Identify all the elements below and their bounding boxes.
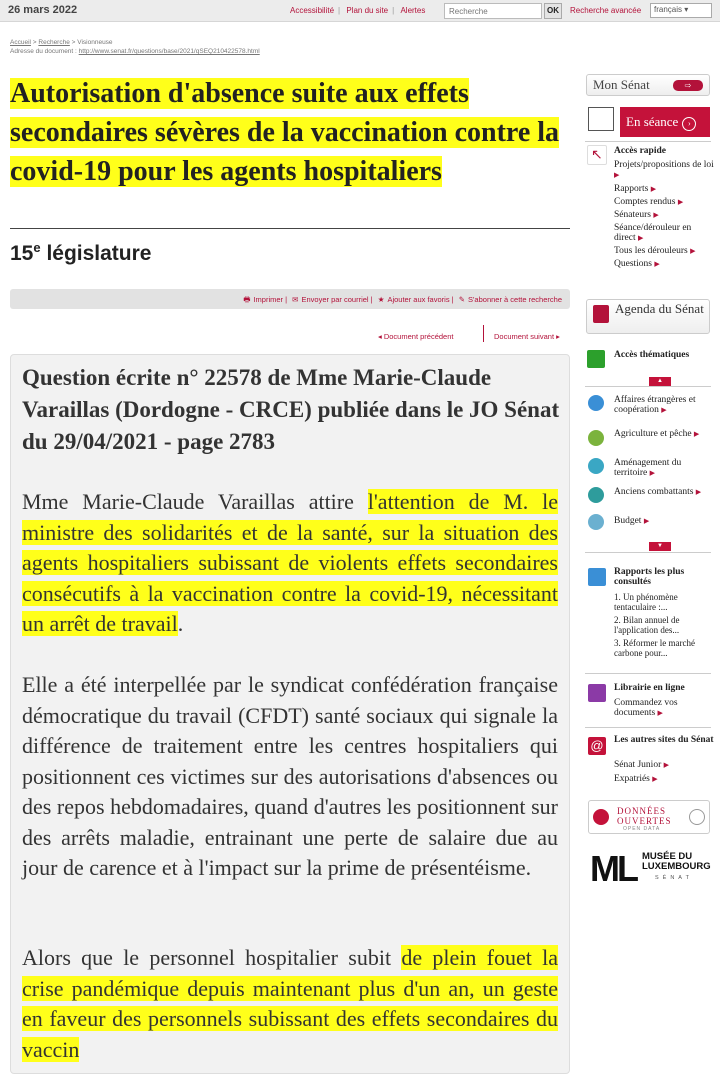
autres-sites-title: Les autres sites du Sénat <box>614 735 714 745</box>
sidebar-divider <box>585 673 711 674</box>
title-divider <box>10 228 570 229</box>
librairie-link[interactable]: Commandez vos documents ▶ <box>614 698 678 718</box>
document-address-label: Adresse du document : <box>10 48 77 55</box>
advanced-search-link[interactable]: Recherche avancée <box>570 6 642 15</box>
subscribe-icon: ✎ <box>458 295 465 304</box>
en-seance-button[interactable] <box>620 107 710 137</box>
triangle-icon: ▶ <box>643 517 650 525</box>
chevron-down-icon: ▾ <box>684 5 689 14</box>
rapport-item-3[interactable]: 3. Réformer le marché carbone pour... <box>614 638 695 658</box>
mon-senat-button[interactable] <box>586 74 710 96</box>
cursor-icon: ↖ <box>587 145 607 165</box>
top-bar <box>0 0 720 22</box>
document-address-link[interactable]: http://www.senat.fr/questions/base/2021/qSEQ210422578.html <box>78 48 260 55</box>
triangle-icon: ▶ <box>638 234 644 242</box>
rapports-list <box>614 592 712 668</box>
question-heading: Question écrite n° 22578 de Mme Marie-Claude Varaillas (Dordogne - CRCE) publiée dans le JO Sénat du 29/04/2021 - page 2783 <box>22 365 560 454</box>
top-links: Accessibilité | Plan du site | Alertes <box>290 6 426 15</box>
rapports-title: Rapports les plus consultés <box>614 567 685 587</box>
sitemap-link[interactable]: Plan du site <box>346 6 389 15</box>
book-icon <box>593 305 609 323</box>
breadcrumb-current: Visionneuse <box>77 39 113 46</box>
screen-icon <box>588 107 614 131</box>
legislature-number: 15 <box>10 242 34 265</box>
legislature <box>10 240 151 266</box>
sidebar-divider <box>585 141 711 142</box>
sidebar-divider <box>585 552 711 553</box>
theme-anciens-combattants[interactable]: Anciens combattants ▶ <box>614 487 702 497</box>
triangle-icon: ▶ <box>693 430 700 438</box>
rapport-item-2[interactable]: 2. Bilan annuel de l'application des... <box>614 615 680 635</box>
quick-link-projets[interactable]: Projets/propositions de loi ▶ <box>614 160 714 179</box>
legislature-sup: e <box>33 240 41 255</box>
euro-icon <box>588 514 604 530</box>
triangle-icon: ▶ <box>661 406 667 414</box>
sidebar-divider <box>585 727 711 728</box>
quick-link-questions[interactable]: Questions ▶ <box>614 259 660 269</box>
question-paragraph-2: Elle a été interpellée par le syndicat confédération française démocratique du travail (CFDT) santé sociaux qui signale la différence de traitement entre les centres hospitaliers qui positionnent ces victimes sur des autorisations d'absences ou des repos hebdomadaires, quand d'autres les positionnent sur des arrêts maladie, entrainant une perte de salaire due au jour de carence et à l'impact sur la prime de présentéisme. <box>22 672 558 880</box>
crosshair-icon <box>587 350 605 368</box>
quick-link-senateurs[interactable]: Sénateurs ▶ <box>614 210 659 220</box>
triangle-icon: ▶ <box>649 469 655 477</box>
play-icon: › <box>682 117 696 131</box>
quick-link-seance[interactable]: Séance/dérouleur en direct ▶ <box>614 223 692 243</box>
search-input[interactable] <box>444 3 542 19</box>
collapse-up-icon[interactable]: ▲ <box>649 377 671 386</box>
favorite-link[interactable]: Ajouter aux favoris <box>387 295 450 304</box>
open-data-banner[interactable] <box>588 800 710 834</box>
breadcrumb-search[interactable]: Recherche <box>38 39 70 46</box>
sidebar-divider <box>585 386 711 387</box>
para1-end: . <box>177 611 184 636</box>
triangle-icon: ▶ <box>653 211 659 219</box>
triangle-icon: ▶ <box>695 488 702 496</box>
theme-budget[interactable]: Budget ▶ <box>614 516 650 526</box>
triangle-icon: ▶ <box>690 247 696 255</box>
report-icon <box>588 568 606 586</box>
print-link[interactable]: Imprimer <box>253 295 284 304</box>
action-bar: 🖶 Imprimer | ✉ Envoyer par courriel | ★ Ajouter aux favoris | ✎ S'abonner à cette recherche <box>10 289 570 309</box>
musee-logo[interactable]: ML <box>590 848 636 889</box>
email-icon: ✉ <box>292 295 299 304</box>
expatries-link[interactable]: Expatriés ▶ <box>614 774 658 784</box>
arrow-right-icon: ⇨ <box>673 80 703 91</box>
quick-link-comptes-rendus[interactable]: Comptes rendus ▶ <box>614 197 684 207</box>
para3-text: Alors que le personnel hospitalier subit <box>22 945 402 970</box>
quick-link-rapports[interactable]: Rapports ▶ <box>614 184 657 194</box>
expand-down-icon[interactable]: ▼ <box>649 542 671 551</box>
triangle-icon: ▶ <box>650 185 657 193</box>
page-title-text: Autorisation d'absence suite aux effets secondaires sévères de la vaccination contre la covid-19 pour les agents hospitaliers <box>10 78 560 187</box>
rapport-item-1[interactable]: 1. Un phénomène tentaculaire :... <box>614 592 678 612</box>
globe-icon <box>588 395 604 411</box>
agenda-button[interactable] <box>586 299 710 334</box>
at-icon: @ <box>588 737 606 755</box>
theme-agriculture[interactable]: Agriculture et pêche ▶ <box>614 429 700 439</box>
senat-seal-icon <box>689 809 705 825</box>
triangle-icon: ▶ <box>614 171 620 179</box>
nav-divider <box>483 325 484 342</box>
musee-label: MUSÉE DU LUXEMBOURG <box>642 851 711 872</box>
search-ok-button[interactable]: OK <box>544 3 562 19</box>
alerts-link[interactable]: Alertes <box>400 6 426 15</box>
para1-highlight: l'attention de M. le ministre des solidarités et de la santé, sur la situation des agents hospitaliers subissant de violents effets secondaires consécutifs à la vaccination contre la covid-19, nécessitant un arrêt de travail <box>22 489 559 636</box>
triangle-icon: ▶ <box>663 761 669 769</box>
medal-icon <box>588 487 604 503</box>
next-document-link[interactable]: Document suivant ▸ <box>494 332 560 341</box>
accessibility-link[interactable]: Accessibilité <box>290 6 335 15</box>
open-data-icon <box>593 809 609 825</box>
language-value: français <box>654 5 683 14</box>
triangle-icon: ▶ <box>657 709 663 717</box>
agenda-label: Agenda du Sénat <box>615 301 704 316</box>
bookshop-icon <box>588 684 606 702</box>
email-link[interactable]: Envoyer par courriel <box>301 295 369 304</box>
print-icon: 🖶 <box>243 295 251 304</box>
map-icon <box>588 458 604 474</box>
open-data-label: DONNÉES OUVERTES <box>617 806 672 826</box>
acces-rapide-title: Accès rapide <box>614 146 666 156</box>
acces-thematiques-title: Accès thématiques <box>614 350 690 360</box>
para1-text: Mme Marie-Claude Varaillas attire <box>22 489 368 514</box>
leaf-icon <box>588 430 604 446</box>
musee-senat-label: SÉNAT <box>655 875 693 881</box>
mon-senat-label: Mon Sénat <box>593 77 650 92</box>
current-date: 26 mars 2022 <box>8 4 78 16</box>
breadcrumb-home[interactable]: Accueil <box>10 39 31 46</box>
legislature-label: législature <box>46 242 152 265</box>
para3-highlight: de plein fouet la crise pandémique depuis maintenant plus d'un an, un geste en faveur des personnels subissant des effets secondaires du vaccin <box>22 945 558 1062</box>
quick-link-derouleurs[interactable]: Tous les dérouleurs ▶ <box>614 246 696 256</box>
breadcrumb: Accueil > Recherche > Visionneuse Adresse du document : http://www.senat.fr/questions/base/2021/qSEQ210422578.html <box>10 39 260 55</box>
triangle-icon: ▶ <box>677 198 684 206</box>
librairie-title: Librairie en ligne <box>614 683 685 693</box>
question-paragraph-1 <box>22 487 558 640</box>
theme-amenagement[interactable]: Aménagement du territoire ▶ <box>614 458 682 478</box>
senat-junior-link[interactable]: Sénat Junior ▶ <box>614 760 669 770</box>
question-paragraph-3 <box>22 943 558 1065</box>
prev-document-link[interactable]: ◂ Document précédent <box>378 332 454 341</box>
acces-rapide-list <box>614 160 714 269</box>
star-icon: ★ <box>377 295 385 304</box>
page-title <box>10 74 570 191</box>
theme-affaires-etrangeres[interactable]: Affaires étrangères et coopération ▶ <box>614 395 696 415</box>
en-seance-label: En séance <box>626 114 679 129</box>
open-data-sub: OPEN DATA <box>623 826 661 832</box>
triangle-icon: ▶ <box>654 260 660 268</box>
triangle-icon: ▶ <box>652 775 658 783</box>
subscribe-link[interactable]: S'abonner à cette recherche <box>468 295 562 304</box>
language-select[interactable] <box>650 3 712 18</box>
